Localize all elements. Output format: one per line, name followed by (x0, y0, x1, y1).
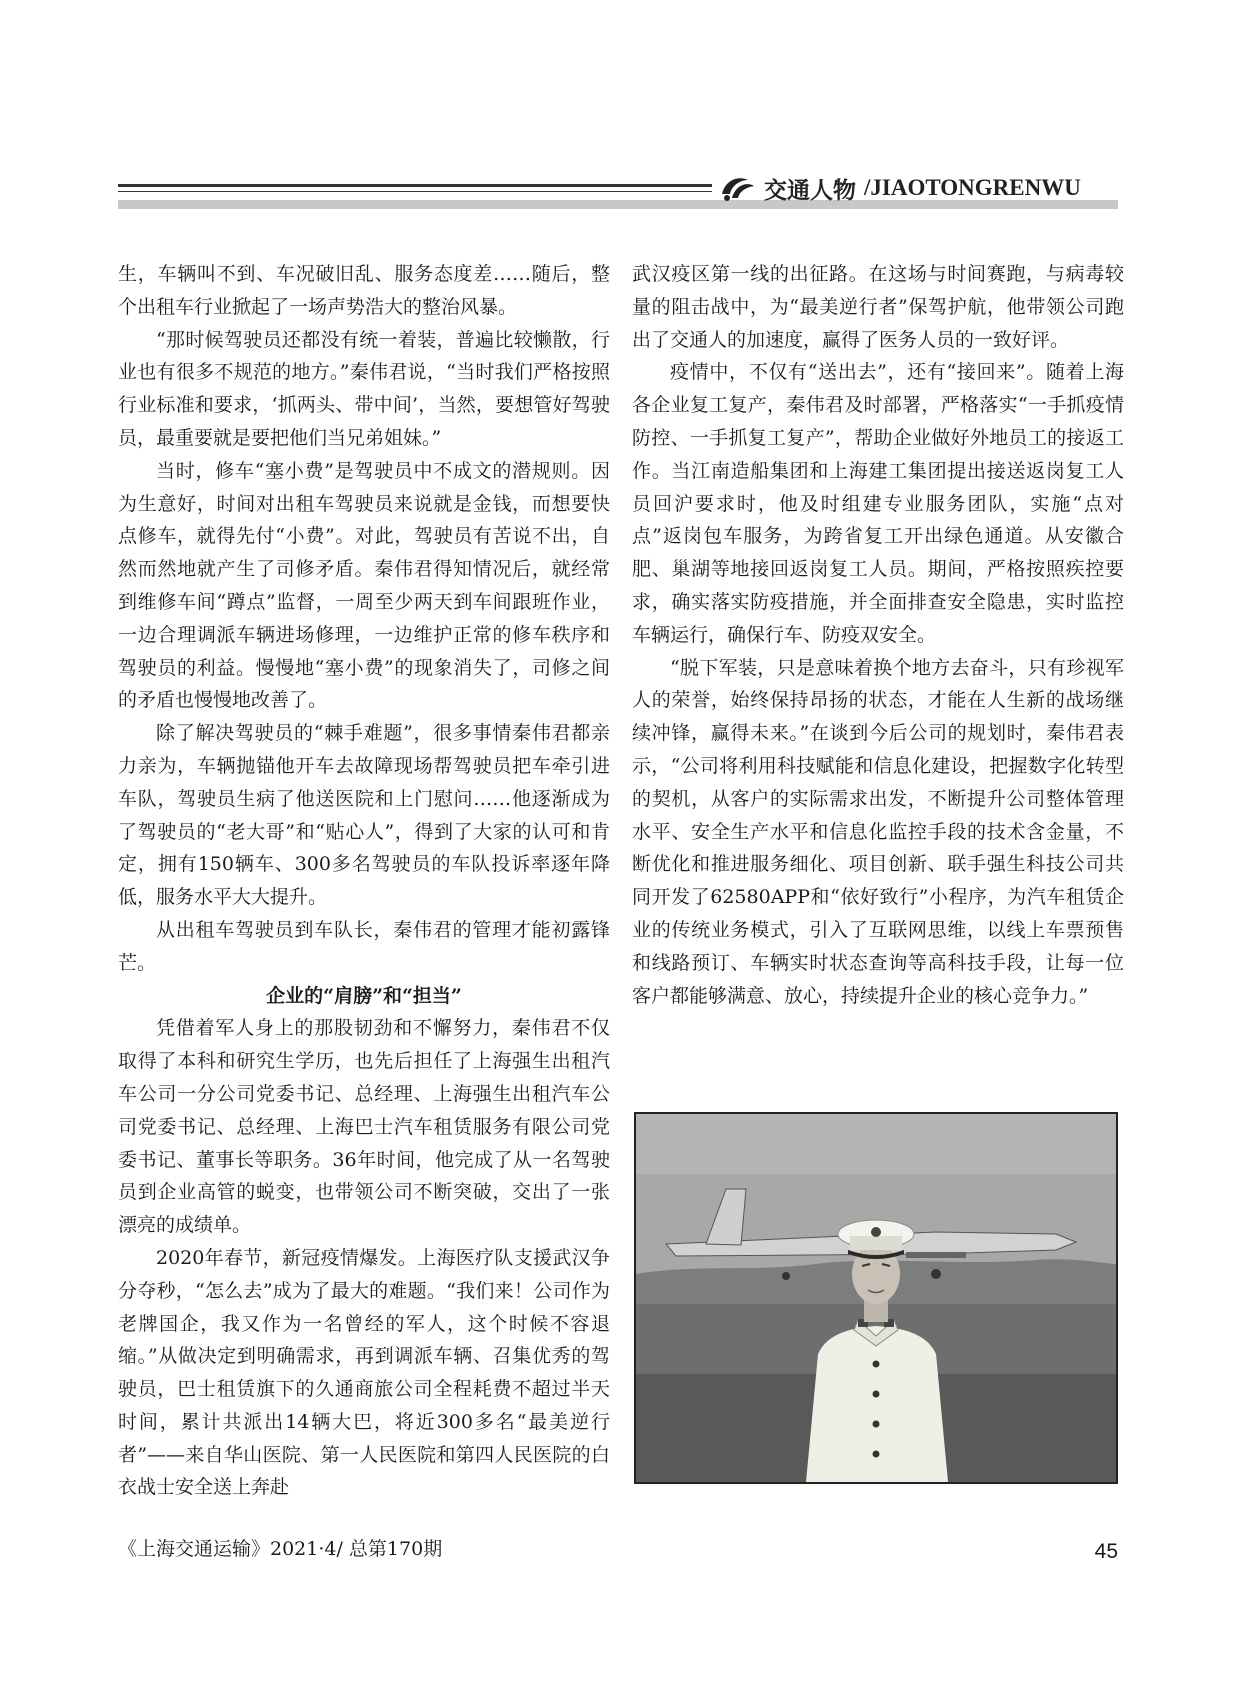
paragraph: “那时候驾驶员还都没有统一着装，普遍比较懒散，行业也有很多不规范的地方。”秦伟君说，“当时我们严格按照行业标准和要求，‘抓两头、带中间’，当然，要想管好驾驶员，最重要就是要把他们当兄弟姐妹。” (118, 328, 610, 449)
page-number: 45 (1094, 1540, 1118, 1563)
header-rule (118, 184, 712, 187)
section-heading: 企业的“肩膀”和“担当” (266, 984, 462, 1007)
left-column (118, 258, 610, 1504)
magazine-logo-icon (718, 172, 756, 204)
paragraph: 除了解决驾驶员的“棘手难题”，很多事情秦伟君都亲力亲为，车辆抛锚他开车去故障现场帮驾驶员把车牵引进车队，驾驶员生病了他送医院和上门慰问……他逐渐成为了驾驶员的“老大哥”和“贴心人”，得到了大家的认可和肯定，拥有150辆车、300多名驾驶员的车队投诉率逐年降低，服务水平大大提升。 (118, 722, 610, 909)
paragraph: 2020年春节，新冠疫情爆发。上海医疗队支援武汉争分夺秒，“怎么去”成为了最大的难题。“我们来！公司作为老牌国企，我又作为一名曾经的军人，这个时候不容退缩。”从做决定到明确需求，再到调派车辆、召集优秀的驾驶员，巴士租赁旗下的久通商旅公司全程耗费不超过半天时间，累计共派出14辆大巴，将近300多名“最美逆行者”——来自华山医院、第一人民医院和第四人民医院的白衣战士安全送上奔赴 (118, 1246, 610, 1499)
header-rule-thin (118, 191, 712, 192)
journal-footer: 《上海交通运输》2021·4/ 总第170期 (118, 1538, 443, 1560)
airfield-portrait-illustration (636, 1114, 1116, 1482)
paragraph: 疫情中，不仅有“送出去”，还有“接回来”。随着上海各企业复工复产，秦伟君及时部署，严格落实“一手抓疫情防控、一手抓复工复产”，帮助企业做好外地员工的接返工作。当江南造船集团和上海建工集团提出接送返岗复工人员回沪要求时，他及时组建专业服务团队，实施“点对点”返岗包车服务，为跨省复工开出绿色通道。从安徽合肥、巢湖等地接回返岗复工人员。期间，严格按照疾控要求，确实落实防疫措施，并全面排查安全隐患，实时监控车辆运行，确保行车、防疫双安全。 (632, 361, 1124, 646)
paragraph: 武汉疫区第一线的出征路。在这场与时间赛跑，与病毒较量的阻击战中，为“最美逆行者”保驾护航，他带领公司跑出了交通人的加速度，赢得了医务人员的一致好评。 (632, 263, 1124, 351)
paragraph: 当时，修车“塞小费”是驾驶员中不成文的潜规则。因为生意好，时间对出租车驾驶员来说就是金钱，而想要快点修车，就得先付“小费”。对此，驾驶员有苦说不出，自然而然地就产生了司修矛盾。秦伟君得知情况后，就经常到维修车间“蹲点”监督，一周至少两天到车间跟班作业，一边合理调派车辆进场修理，一边维护正常的修车秩序和驾驶员的利益。慢慢地“塞小费”的现象消失了，司修之间的矛盾也慢慢地改善了。 (118, 459, 610, 712)
header-title-en: /JIAOTONGRENWU (864, 175, 1081, 200)
right-column (632, 258, 1124, 1012)
paragraph: 生，车辆叫不到、车况破旧乱、服务态度差……随后，整个出租车行业掀起了一场声势浩大的整治风暴。 (118, 263, 610, 318)
section-header (718, 168, 1081, 208)
paragraph: 凭借着军人身上的那股韧劲和不懈努力，秦伟君不仅取得了本科和研究生学历，也先后担任了上海强生出租汽车公司一分公司党委书记、总经理、上海强生出租汽车公司党委书记、总经理、上海巴士汽车租赁服务有限公司党委书记、董事长等职务。36年时间，他完成了从一名驾驶员到企业高管的蜕变，也带领公司不断突破，交出了一张漂亮的成绩单。 (118, 1017, 610, 1237)
portrait-photo (634, 1112, 1118, 1484)
paragraph: 从出租车驾驶员到车队长，秦伟君的管理才能初露锋芒。 (118, 918, 610, 974)
header-title-cn: 交通人物 (764, 176, 856, 204)
paragraph: “脱下军装，只是意味着换个地方去奋斗，只有珍视军人的荣誉，始终保持昂扬的状态，才能在人生新的战场继续冲锋，赢得未来。”在谈到今后公司的规划时，秦伟君表示，“公司将利用科技赋能和信息化建设，把握数字化转型的契机，从客户的实际需求出发，不断提升公司整体管理水平、安全生产水平和信息化监控手段的技术含金量，不断优化和推进服务细化、项目创新、联手强生科技公司共同开发了62580APP和“依好致行”小程序，为汽车租赁企业的传统业务模式，引入了互联网思维，以线上车票预售和线路预订、车辆实时状态查询等高科技手段，让每一位客户都能够满意、放心，持续提升企业的核心竞争力。” (632, 656, 1124, 1007)
